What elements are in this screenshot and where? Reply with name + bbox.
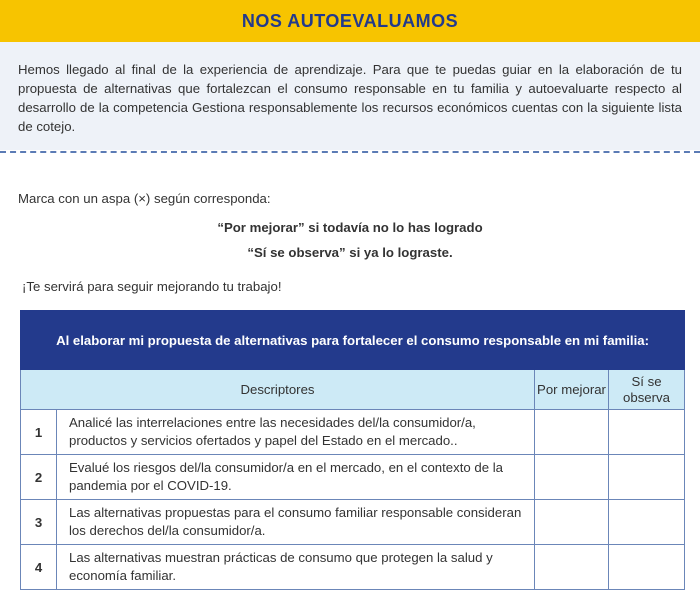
table-title: Al elaborar mi propuesta de alternativas para fortalecer el consumo responsable en mi familia:: [21, 311, 685, 370]
checklist-table-container: [20, 310, 684, 590]
criterion-si-se-observa: “Sí se observa” si ya lo lograste.: [247, 245, 453, 260]
table-title-row: [21, 311, 685, 370]
header-si-se-observa: Sí se observa: [609, 370, 685, 410]
row-descriptor: Las alternativas propuestas para el consumo familiar responsable consideran los derechos del/la consumidor/a.: [57, 500, 535, 545]
criterion-por-mejorar: “Por mejorar” si todavía no lo has logrado: [217, 220, 483, 235]
row-descriptor: Analicé las interrelaciones entre las necesidades del/la consumidor/a, productos y servicios ofertados y papel del Estado en el mercado..: [57, 410, 535, 455]
row-descriptor: Las alternativas muestran prácticas de consumo que protegen la salud y economía familiar.: [57, 545, 535, 590]
table-row: [21, 500, 685, 545]
page-header: [0, 0, 700, 42]
closing-text: ¡Te servirá para seguir mejorando tu trabajo!: [22, 279, 282, 294]
row-number: 3: [21, 500, 57, 545]
checklist-table: [20, 310, 685, 590]
checkbox-cell-por-mejorar[interactable]: [535, 500, 609, 545]
intro-box: [0, 42, 700, 150]
table-row: [21, 455, 685, 500]
table-row: [21, 410, 685, 455]
checkbox-cell-por-mejorar[interactable]: [535, 455, 609, 500]
checkbox-cell-si-se-observa[interactable]: [609, 410, 685, 455]
checkbox-cell-si-se-observa[interactable]: [609, 500, 685, 545]
table-row: [21, 545, 685, 590]
intro-text: Hemos llegado al final de la experiencia de aprendizaje. Para que te puedas guiar en la elaboración de tu propuesta de alternativas que fortalezcan el consumo responsable en tu familia y autoevaluarte respecto al desarrollo de la competencia Gestiona responsablemente los recursos económicos cuentas con la siguiente lista de cotejo.: [18, 62, 682, 134]
row-number: 1: [21, 410, 57, 455]
checkbox-cell-si-se-observa[interactable]: [609, 545, 685, 590]
header-descriptors: Descriptores: [21, 370, 535, 410]
header-por-mejorar: Por mejorar: [535, 370, 609, 410]
checkbox-cell-por-mejorar[interactable]: [535, 410, 609, 455]
table-header-row: [21, 370, 685, 410]
checkbox-cell-por-mejorar[interactable]: [535, 545, 609, 590]
row-number: 2: [21, 455, 57, 500]
checkbox-cell-si-se-observa[interactable]: [609, 455, 685, 500]
row-number: 4: [21, 545, 57, 590]
row-descriptor: Evalué los riesgos del/la consumidor/a en el mercado, en el contexto de la pandemia por el COVID-19.: [57, 455, 535, 500]
dashed-divider: [0, 151, 700, 153]
instruction-text: Marca con un aspa (×) según corresponda:: [18, 191, 271, 206]
page-title: NOS AUTOEVALUAMOS: [241, 10, 459, 31]
